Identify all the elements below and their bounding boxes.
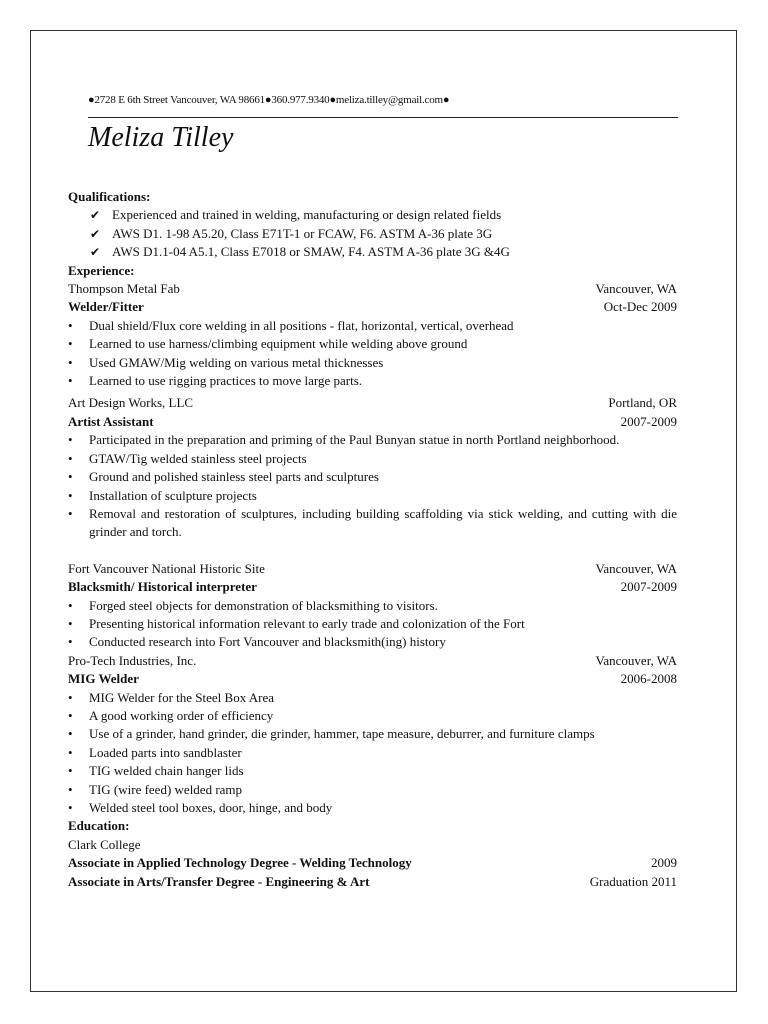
- job-location: Vancouver, WA: [595, 652, 677, 668]
- spacer: [68, 542, 677, 560]
- qualifications-list: [68, 206, 677, 261]
- contact-line: ●2728 E 6th Street Vancouver, WA 98661●360.977.9340●meliza.tilley@gmail.com●: [88, 94, 450, 106]
- job-duty: • MIG Welder for the Steel Box Area: [68, 689, 677, 707]
- job-location: Portland, OR: [608, 395, 677, 411]
- qualification-item: ✔ AWS D1.1-04 A5.1, Class E7018 or SMAW, F4. ASTM A-36 plate 3G &4G: [68, 243, 677, 261]
- bullet-dot-icon: •: [68, 726, 73, 742]
- job-duties-list: [68, 597, 677, 652]
- job-duty: • Forged steel objects for demonstration of blacksmithing to visitors.: [68, 597, 677, 615]
- job-dates: 2007-2009: [620, 413, 677, 429]
- degree-name: Associate in Applied Technology Degree - Welding Technology: [68, 855, 412, 871]
- job-duty: • Presenting historical information relevant to early trade and colonization of the Fort: [68, 615, 677, 633]
- qualifications-heading: Qualifications:: [68, 189, 151, 204]
- job-duty-text: Use of a grinder, hand grinder, die grinder, hammer, tape measure, deburrer, and furniture clamps: [89, 726, 595, 742]
- header-rule: [88, 117, 678, 118]
- degree-date: Graduation 2011: [589, 873, 677, 889]
- degree-date: 2009: [651, 855, 677, 871]
- job-title: Welder/Fitter: [68, 299, 144, 315]
- experience-heading: Experience:: [68, 262, 135, 278]
- job-company: Pro-Tech Industries, Inc.: [68, 652, 197, 668]
- job-duty: • TIG (wire feed) welded ramp: [68, 781, 677, 799]
- job-title-row: [68, 670, 677, 688]
- qualification-item: ✔ Experienced and trained in welding, manufacturing or design related fields: [68, 206, 677, 224]
- job-title: MIG Welder: [68, 671, 139, 687]
- job-company: Thompson Metal Fab: [68, 281, 180, 297]
- job-duty: [68, 725, 677, 743]
- job-duties-list: [68, 431, 677, 541]
- job-company-row: [68, 394, 677, 412]
- job-duty: • Installation of sculpture projects: [68, 487, 677, 505]
- job-company: Fort Vancouver National Historic Site: [68, 560, 265, 576]
- candidate-name: Meliza Tilley: [88, 122, 234, 153]
- job-duty: • A good working order of efficiency: [68, 707, 677, 725]
- job-dates: 2006-2008: [620, 671, 677, 687]
- job-duty: • Ground and polished stainless steel parts and sculptures: [68, 468, 677, 486]
- education-heading: Education:: [68, 818, 130, 834]
- job-duties-list: [68, 317, 677, 391]
- job-company: Art Design Works, LLC: [68, 395, 194, 411]
- job-duties-list: [68, 689, 677, 818]
- job-duty: • Participated in the preparation and priming of the Paul Bunyan statue in north Portland neighborhood.: [68, 431, 677, 449]
- job-title-row: [68, 298, 677, 316]
- job-title-row: [68, 413, 677, 431]
- job-duty: • Welded steel tool boxes, door, hinge, and body: [68, 799, 677, 817]
- job-duty: • Learned to use harness/climbing equipment while welding above ground: [68, 335, 677, 353]
- resume-body: [68, 188, 677, 891]
- job-company-row: [68, 280, 677, 298]
- job-duty: • Removal and restoration of sculptures, including building scaffolding via stick welding, and cutting with die grinder and torch.: [68, 505, 677, 542]
- job-duty: • Conducted research into Fort Vancouver and blacksmith(ing) history: [68, 633, 677, 651]
- job-duty: • TIG welded chain hanger lids: [68, 762, 677, 780]
- job-duty: • Dual shield/Flux core welding in all positions - flat, horizontal, vertical, overhead: [68, 317, 677, 335]
- job-title: Artist Assistant: [68, 413, 154, 429]
- job-title: Blacksmith/ Historical interpreter: [68, 579, 257, 595]
- job-duty: • Used GMAW/Mig welding on various metal thicknesses: [68, 354, 677, 372]
- job-duty: • Learned to use rigging practices to move large parts.: [68, 372, 677, 390]
- education-school: Clark College: [68, 836, 141, 852]
- job-title-row: [68, 578, 677, 596]
- job-location: Vancouver, WA: [595, 281, 677, 297]
- degree-row: [68, 854, 677, 872]
- qualification-item: ✔ AWS D1. 1-98 A5.20, Class E71T-1 or FCAW, F6. ASTM A-36 plate 3G: [68, 225, 677, 243]
- job-location: Vancouver, WA: [595, 560, 677, 576]
- job-duty: • Loaded parts into sandblaster: [68, 744, 677, 762]
- job-duty: • GTAW/Tig welded stainless steel projects: [68, 450, 677, 468]
- job-dates: Oct-Dec 2009: [603, 299, 677, 315]
- degree-name: Associate in Arts/Transfer Degree - Engineering & Art: [68, 873, 370, 889]
- job-company-row: [68, 560, 677, 578]
- job-dates: 2007-2009: [620, 579, 677, 595]
- job-company-row: [68, 652, 677, 670]
- degree-row: [68, 873, 677, 891]
